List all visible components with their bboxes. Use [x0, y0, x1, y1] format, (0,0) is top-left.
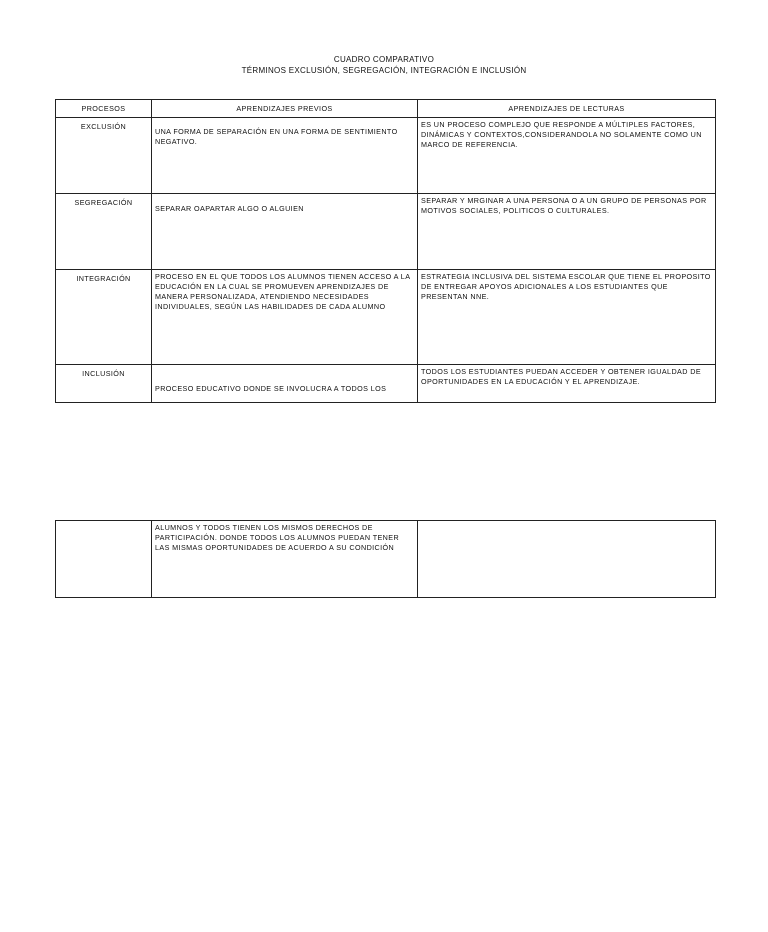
- previous-learning-continuation: ALUMNOS Y TODOS TIENEN LOS MISMOS DERECHOS DE PARTICIPACIÓN. DONDE TODOS LOS ALUMNOS PUEDAN TENER LAS MISMAS OPORTUNIDADES DE ACUERDO A SU CONDICIÓN: [152, 521, 418, 598]
- comparison-table: [55, 99, 716, 403]
- table-row: [56, 118, 716, 194]
- process-name-empty: [56, 521, 152, 598]
- document-subtitle: TÉRMINOS EXCLUSIÓN, SEGREGACIÓN, INTEGRACIÓN E INCLUSIÓN: [241, 66, 527, 75]
- process-name-exclusion: EXCLUSIÓN: [56, 118, 152, 194]
- reading-learning-cell: ES UN PROCESO COMPLEJO QUE RESPONDE A MÚLTIPLES FACTORES, DINÁMICAS Y CONTEXTOS,CONSIDERANDOLA NO SOLAMENTE COMO UN MARCO DE REFERENCIA.: [418, 118, 716, 194]
- table-row: [56, 194, 716, 270]
- previous-learning-text: UNA FORMA DE SEPARACIÓN EN UNA FORMA DE SENTIMIENTO NEGATIVO.: [155, 127, 398, 146]
- previous-learning-cell: [152, 365, 418, 403]
- previous-learning-cell: [152, 118, 418, 194]
- table-header-row: [56, 100, 716, 118]
- reading-learning-empty: [418, 521, 716, 598]
- table-row: [56, 270, 716, 365]
- previous-learning-cell: PROCESO EN EL QUE TODOS LOS ALUMNOS TIENEN ACCESO A LA EDUCACIÓN EN LA CUAL SE PROMUEVEN APRENDIZAJES DE MANERA PERSONALIZADA, ATENDIENDO NECESIDADES INDIVIDUALES, SEGÚN LAS HABILIDADES DE CADA ALUMNO: [152, 270, 418, 365]
- table-row: [56, 365, 716, 403]
- process-name-inclusion: INCLUSIÓN: [56, 365, 152, 403]
- reading-learning-cell: ESTRATEGIA INCLUSIVA DEL SISTEMA ESCOLAR QUE TIENE EL PROPOSITO DE ENTREGAR APOYOS ADICIONALES A LOS ESTUDIANTES QUE PRESENTAN NNE.: [418, 270, 716, 365]
- column-header-aprendizajes-previos: APRENDIZAJES PREVIOS: [152, 100, 418, 118]
- column-header-procesos: PROCESOS: [56, 100, 152, 118]
- process-name-integracion: INTEGRACIÓN: [56, 270, 152, 365]
- previous-learning-text: PROCESO EDUCATIVO DONDE SE INVOLUCRA A TODOS LOS: [155, 384, 387, 393]
- continuation-table: [55, 520, 716, 598]
- process-name-segregacion: SEGREGACIÓN: [56, 194, 152, 270]
- reading-learning-cell: SEPARAR Y MRGINAR A UNA PERSONA O A UN GRUPO DE PERSONAS POR MOTIVOS SOCIALES, POLITICOS O CULTURALES.: [418, 194, 716, 270]
- reading-learning-cell: TODOS LOS ESTUDIANTES PUEDAN ACCEDER Y OBTENER IGUALDAD DE OPORTUNIDADES EN LA EDUCACIÓN Y EL APRENDIZAJE.: [418, 365, 716, 403]
- document-title: CUADRO COMPARATIVO: [333, 55, 435, 64]
- previous-learning-text: SEPARAR OAPARTAR ALGO O ALGUIEN: [155, 204, 304, 213]
- table-row: [56, 521, 716, 598]
- previous-learning-cell: [152, 194, 418, 270]
- column-header-aprendizajes-lecturas: APRENDIZAJES DE LECTURAS: [418, 100, 716, 118]
